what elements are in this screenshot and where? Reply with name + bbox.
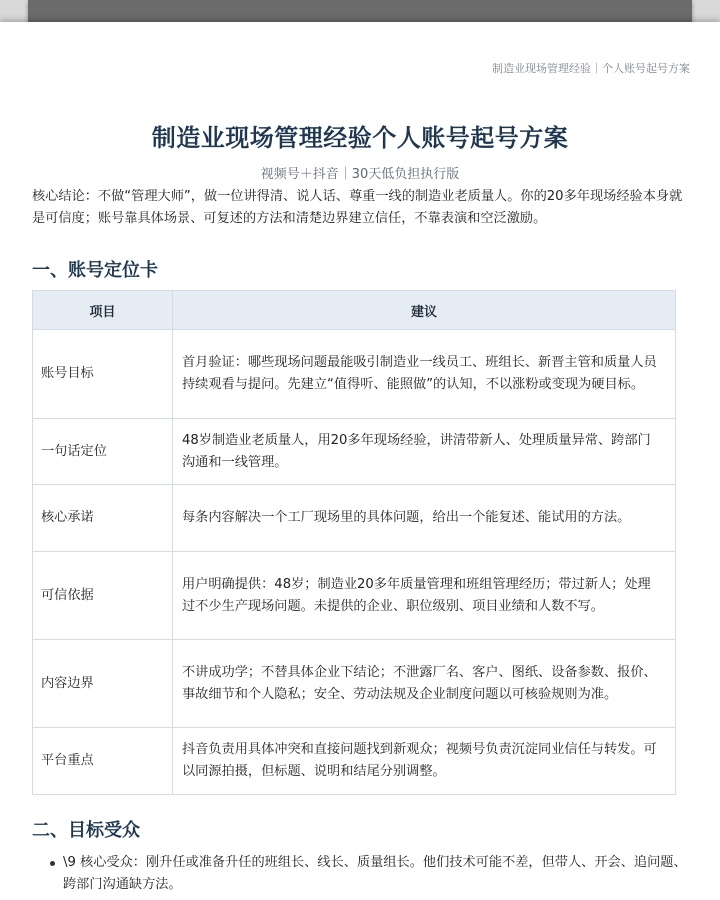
table-cell-item: 平台重点: [33, 728, 173, 795]
table-cell-item: 内容边界: [33, 640, 173, 728]
table-cell-suggestion: 用户明确提供：48岁；制造业20多年质量管理和班组管理经历；带过新人；处理过不少生产现场问题。未提供的企业、职位级别、项目业绩和人数不写。: [173, 552, 676, 640]
document-title: 制造业现场管理经验个人账号起号方案: [151, 124, 569, 152]
table-cell-suggestion: 不讲成功学；不替具体企业下结论；不泄露厂名、客户、图纸、设备参数、报价、事故细节和个人隐私；安全、劳动法规及企业制度问题以可核验规则为准。: [173, 640, 676, 728]
table-cell-item: 核心承诺: [33, 485, 173, 552]
table-cell-item: 一句话定位: [33, 419, 173, 485]
column-header-item: 项目: [33, 291, 173, 330]
audience-list: [50, 852, 690, 896]
table-cell-suggestion: 每条内容解决一个工厂现场里的具体问题，给出一个能复述、能试用的方法。: [173, 485, 676, 552]
table-row: [33, 552, 676, 640]
table-cell-suggestion: 首月验证：哪些现场问题最能吸引制造业一线员工、班组长、新晋主管和质量人员持续观看与提问。先建立“值得听、能照做”的认知，不以涨粉或变现为硬目标。: [173, 330, 676, 419]
list-item: [50, 852, 690, 896]
table-row: [33, 330, 676, 419]
document-subtitle: 视频号＋抖音｜30天低负担执行版: [260, 167, 460, 182]
table-cell-item: 账号目标: [33, 330, 173, 419]
positioning-table: [32, 290, 676, 795]
column-header-suggestion: 建议: [173, 291, 676, 330]
table-header-row: [33, 291, 676, 330]
table-cell-suggestion: 48岁制造业老质量人，用20多年现场经验，讲清带新人、处理质量异常、跨部门沟通和一线管理。: [173, 419, 676, 485]
running-header: 制造业现场管理经验｜个人账号起号方案: [492, 62, 690, 75]
list-item-text: \9 核心受众：刚升任或准备升任的班组长、线长、质量组长。他们技术可能不差，但带人、开会、追问题、跨部门沟通缺方法。: [63, 855, 687, 892]
table-row: [33, 728, 676, 795]
table-cell-suggestion: 抖音负责用具体冲突和直接问题找到新观众；视频号负责沉淀同业信任与转发。可以同源拍摄，但标题、说明和结尾分别调整。: [173, 728, 676, 795]
section-heading-positioning: 一、账号定位卡: [32, 260, 158, 281]
bullet-dot-icon: [50, 861, 55, 866]
table-row: [33, 485, 676, 552]
section-heading-audience: 二、目标受众: [32, 820, 140, 841]
table-row: [33, 640, 676, 728]
table-cell-item: 可信依据: [33, 552, 173, 640]
table-row: [33, 419, 676, 485]
summary-paragraph: 核心结论：不做“管理大师”，做一位讲得清、说人话、尊重一线的制造业老质量人。你的20多年现场经验本身就是可信度；账号靠具体场景、可复述的方法和清楚边界建立信任，不靠表演和空泛激励。: [32, 189, 683, 226]
